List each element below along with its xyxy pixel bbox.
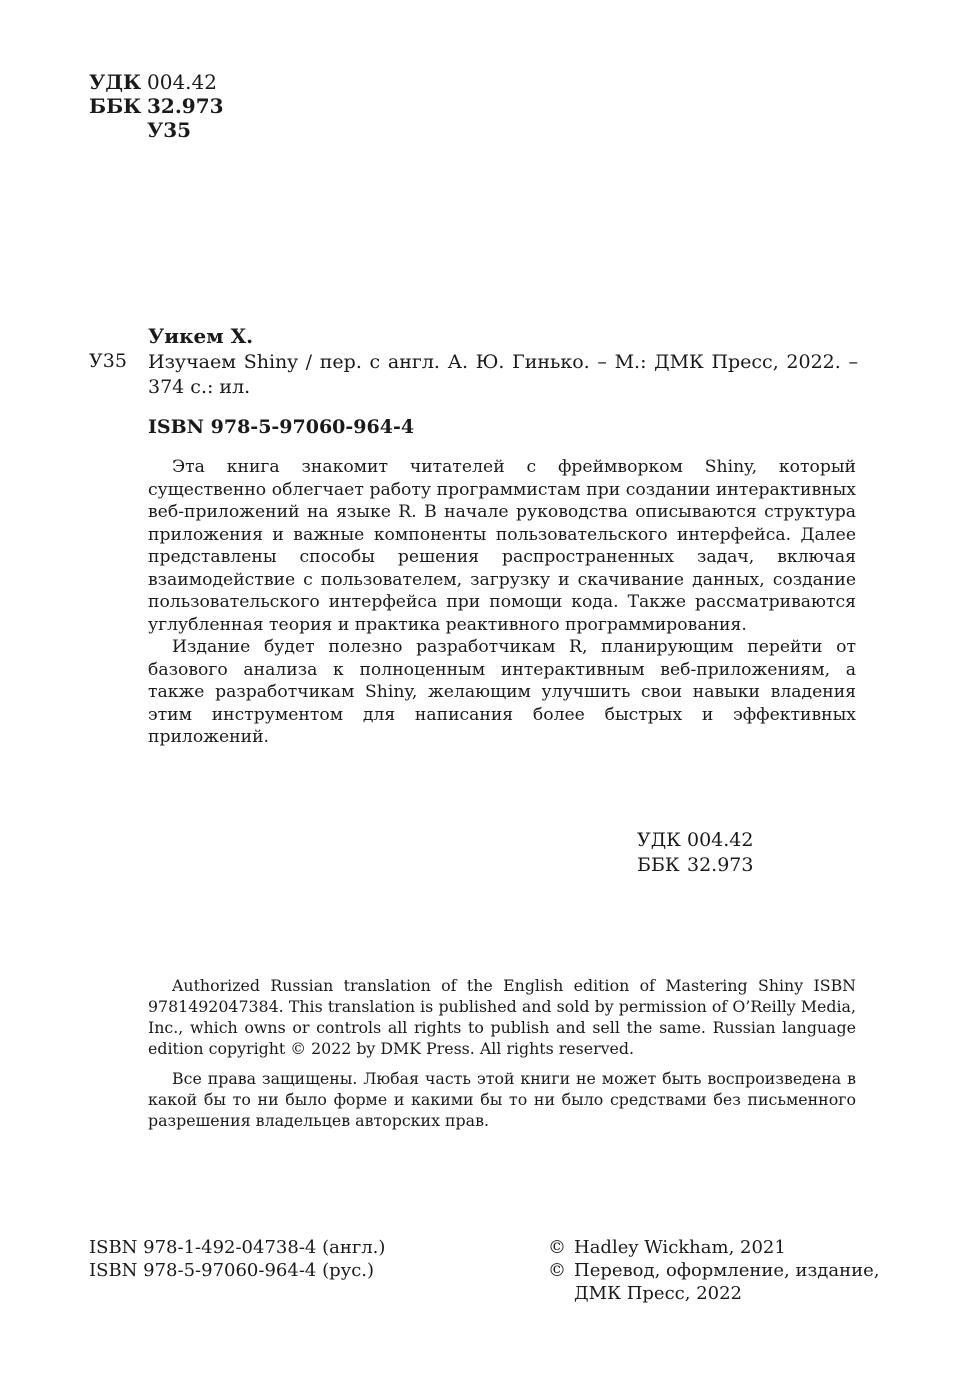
copyright-line-2: Перевод, оформление, издание, xyxy=(574,1260,880,1281)
footer-bbk-label: ББК xyxy=(637,854,680,876)
isbn-main: ISBN 978-5-97060-964-4 xyxy=(148,416,415,438)
footer-classification-codes xyxy=(637,828,753,878)
author-name: Уикем Х. xyxy=(148,324,254,348)
abstract-paragraph: Эта книга знакомит читателей с фреймворком Shiny, который существенно облегчает работу программистам при создании интерактивных веб-приложений на языке R. В начале руководства описываются структура приложения и важные компоненты пользовательского интерфейса. Далее представлены способы решения распространенных задач, включая взаимодействие с пользователем, загрузку и скачивание данных, создание пользовательского интерфейса при помощи кода. Также рассматриваются углубленная теория и практика реактивного программирования. xyxy=(148,457,856,635)
isbn-russian: ISBN 978-5-97060-964-4 (рус.) xyxy=(89,1260,375,1281)
bbk-value: 32.973 xyxy=(147,94,224,118)
rights-notice-text: Все права защищены. Любая часть этой книги не может быть воспроизведена в какой бы то ни было форме и какими бы то ни было средствами без письменного разрешения владельцев авторских прав. xyxy=(148,1069,856,1130)
cutter-mark: У35 xyxy=(89,350,127,372)
udk-label: УДК xyxy=(89,70,142,94)
footer-udk-label: УДК xyxy=(637,829,681,851)
footer-bbk-value: 32.973 xyxy=(687,854,754,876)
copyright-block xyxy=(548,1236,879,1305)
english-notice-text: Authorized Russian translation of the English edition of Mastering Shiny ISBN 9781492047384. This translation is published and sold by permission of O’Reilly Media, Inc., which owns or controls all rights to publish and sell the same. Russian language edition copyright © 2022 by DMK Press. All rights reserved. xyxy=(148,976,856,1058)
copyright-line-3: ДМК Пресс, 2022 xyxy=(574,1283,743,1304)
abstract-paragraph: Издание будет полезно разработчикам R, планирующим перейти от базового анализа к полноценным интерактивным веб-приложениям, а также разработчикам Shiny, желающим улучшить свои навыки владения этим инструментом для написания более быстрых и эффективных приложений. xyxy=(148,637,856,747)
bbk-label: ББК xyxy=(89,94,142,118)
footer-udk-value: 004.42 xyxy=(687,829,754,851)
copyright-line-1: Hadley Wickham, 2021 xyxy=(574,1237,786,1258)
cutter-code: У35 xyxy=(147,118,192,142)
copyright-symbol: © xyxy=(548,1237,566,1258)
isbn-list xyxy=(89,1236,385,1282)
bibliographic-title: Изучаем Shiny / пер. с англ. А. Ю. Гинько. – М.: ДМК Пресс, 2022. – 374 с.: ил. xyxy=(148,351,858,398)
english-notice xyxy=(148,975,856,1059)
classification-codes xyxy=(89,70,224,142)
abstract xyxy=(148,456,856,749)
udk-value: 004.42 xyxy=(147,70,217,94)
copyright-symbol: © xyxy=(548,1260,566,1281)
isbn-english: ISBN 978-1-492-04738-4 (англ.) xyxy=(89,1237,386,1258)
rights-notice xyxy=(148,1068,856,1131)
